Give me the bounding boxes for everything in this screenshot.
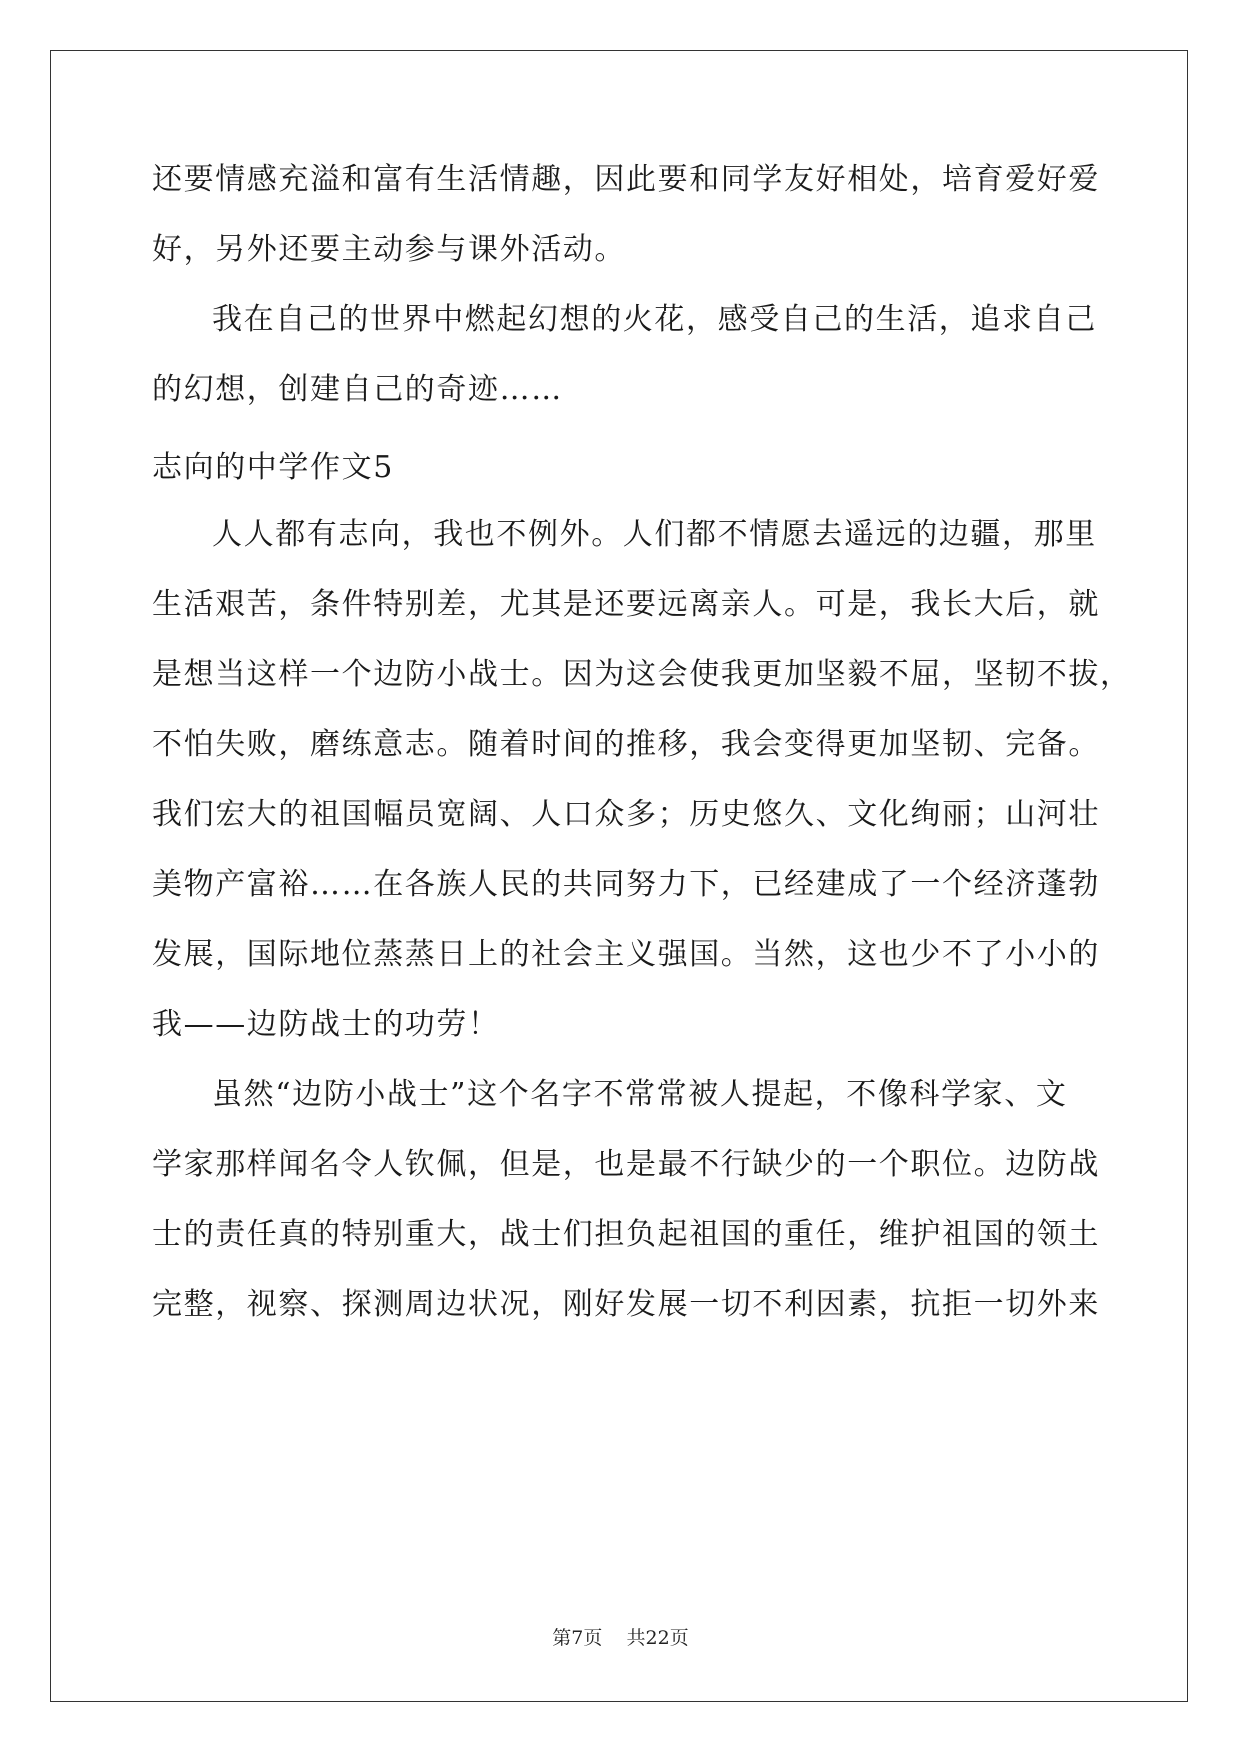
paragraph-line: 发展，国际地位蒸蒸日上的社会主义强国。当然，这也少不了小小的 <box>152 937 1100 972</box>
paragraph-line: 人人都有志向，我也不例外。人们都不情愿去遥远的边疆，那里 <box>212 517 1097 552</box>
page-number: 第7页 共22页 <box>552 1627 689 1649</box>
paragraph-line: 虽然“边防小战士”这个名字不常常被人提起，不像科学家、文 <box>212 1077 1068 1112</box>
paragraph-line: 好，另外还要主动参与课外活动。 <box>152 232 626 267</box>
paragraph-line: 美物产富裕……在各族人民的共同努力下，已经建成了一个经济蓬勃 <box>152 867 1100 902</box>
paragraph-line: 我们宏大的祖国幅员宽阔、人口众多；历史悠久、文化绚丽；山河壮 <box>152 797 1100 832</box>
paragraph-line: 的幻想，创建自己的奇迹…… <box>152 372 563 407</box>
paragraph-line: 我——边防战士的功劳！ <box>152 1007 500 1042</box>
paragraph-line: 完整，视察、探测周边状况，刚好发展一切不利因素，抗拒一切外来 <box>152 1287 1100 1322</box>
paragraph-line: 我在自己的世界中燃起幻想的火花，感受自己的生活，追求自己 <box>212 302 1097 337</box>
paragraph-line: 学家那样闻名令人钦佩，但是，也是最不行缺少的一个职位。边防战 <box>152 1147 1100 1182</box>
paragraph-line: 还要情感充溢和富有生活情趣，因此要和同学友好相处，培育爱好爱 <box>152 162 1100 197</box>
paragraph-line: 不怕失败，磨练意志。随着时间的推移，我会变得更加坚韧、完备。 <box>152 727 1100 762</box>
paragraph-line: 是想当这样一个边防小战士。因为这会使我更加坚毅不屈，坚韧不拔， <box>152 657 1132 692</box>
section-heading: 志向的中学作文5 <box>152 450 394 485</box>
paragraph-line: 士的责任真的特别重大，战士们担负起祖国的重任，维护祖国的领土 <box>152 1217 1100 1252</box>
paragraph-line: 生活艰苦，条件特别差，尤其是还要远离亲人。可是，我长大后，就 <box>152 587 1100 622</box>
